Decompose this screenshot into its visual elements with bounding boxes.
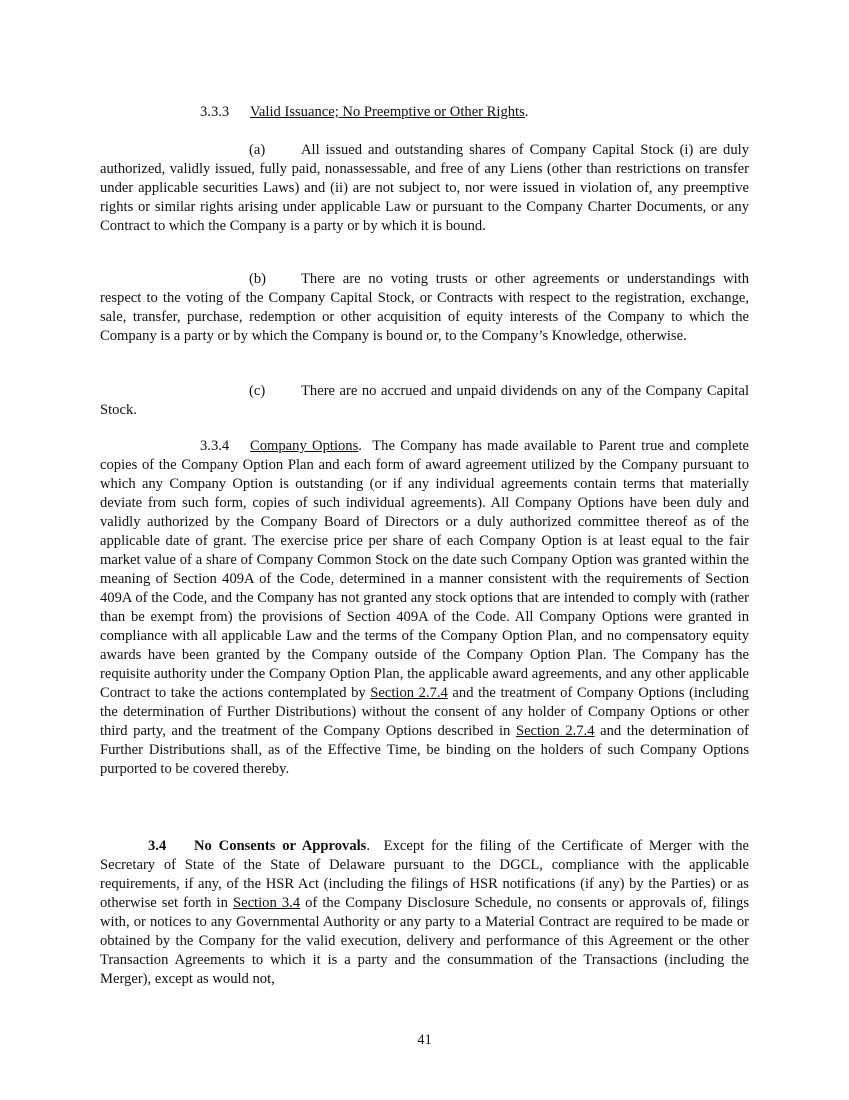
paragraph-text: There are no voting trusts or other agreements or understandings with respect to the voting of the Company Capital Stock, or Contracts with respect to the registration, exchange, sale, transfer, purchase, redemption or other acquisition of equity interests of the Company to which the Company is a party or by which the Company is bound or, to the Company’s Knowledge, otherwise. [100,271,749,344]
section-title: No Consents or Approvals [194,838,367,854]
paragraph-b [100,270,749,346]
section-text: and the determination of Further Distributions shall, as of the Effective Time, be binding on the holders of such Company Options purported to be covered thereby. [100,723,749,777]
section-text: Except for the filing of the Certificate of Merger with the Secretary of State of the State of Delaware pursuant to the DGCL, compliance with the applicable requirements, if any, of the HSR Act (including the filings of HSR notifications (if any) by the Parties) or as otherwise set forth in [100,838,749,911]
paragraph-label: (c) [249,383,266,399]
paragraph-a [100,141,749,236]
section-title: Valid Issuance; No Preemptive or Other Rights [250,104,525,120]
paragraph-label: (a) [249,142,266,158]
section-text: of the Company Disclosure Schedule, no consents or approvals of, filings with, or notices to any Governmental Authority or any party to a Material Contract are required to be made or obtained by the Company for the valid execution, delivery and performance of this Agreement or the other Transaction Agreements to which it is a party and the consummation of the Transactions (including the Merger), except as would not, [100,895,749,987]
section-3-4: 3.4 No Consents or Approvals. Except for the filing of the Certificate of Merger with the Secretary of State of the State of Delaware pursuant to the DGCL, compliance with the applicable requirements, if any, of the HSR Act (including the filings of HSR notifications (if any) by the Parties) or as otherwise set forth in Section 3.4 of the Company Disclosure Schedule, no consents or approvals of, filings with, or notices to any Governmental Authority or any party to a Material Contract are required to be made or obtained by the Company for the valid execution, delivery and performance of this Agreement or the other Transaction Agreements to which it is a party and the consummation of the Transactions (including the Merger), except as would not, [100,838,749,987]
section-number: 3.3.3 [200,104,230,120]
cross-reference-link[interactable]: Section 3.4 [232,895,301,911]
section-number: 3.3.4 [200,438,230,454]
cross-reference-link[interactable]: Section 2.7.4 [370,685,448,701]
section-number: 3.4 [148,838,167,854]
section-3-3-4: 3.3.4 Company Options. The Company has made available to Parent true and complete copies of the Company Option Plan and each form of award agreement utilized by the Company pursuant to which any Company Option is outstanding (or if any individual agreements contain terms that materially deviate from such form, copies of such individual agreements). All Company Options have been duly and validly authorized by the Company Board of Directors or a duly authorized committee thereof as of the applicable date of grant. The exercise price per share of each Company Option is at least equal to the fair market value of a share of Company Common Stock on the date such Company Option was granted within the meaning of Section 409A of the Code, determined in a manner consistent with the requirements of Section 409A of the Code, and the Company has not granted any stock options that are intended to comply with (rather than be exempt from) the provisions of Section 409A of the Code. All Company Options were granted in compliance with all applicable Law and the terms of the Company Option Plan, and no compensatory equity awards have been granted by the Company outside of the Company Option Plan. The Company has the requisite authority under the Company Option Plan, the applicable award agreements, and any other applicable Contract to take the actions contemplated by Section 2.7.4 and the treatment of Company Options (including the determination of Further Distributions) without the consent of any holder of Company Options or other third party, and the treatment of the Company Options described in Section 2.7.4 and the determination of Further Distributions shall, as of the Effective Time, be binding on the holders of such Company Options purported to be covered thereby. [100,438,749,777]
section-text: and the treatment of Company Options (including the determination of Further Distributions) without the consent of any holder of Company Options or other third party, and the treatment of the Company Options described in [100,685,749,739]
paragraph-c [100,382,749,420]
page-number: 41 [417,1032,432,1048]
section-title: Company Options [250,438,359,454]
cross-reference-link[interactable]: Section 2.7.4 [515,723,595,739]
paragraph-text: All issued and outstanding shares of Company Capital Stock (i) are duly authorized, validly issued, fully paid, nonassessable, and free of any Liens (other than restrictions on transfer under applicable securities Laws) and (ii) are not subject to, nor were issued in violation of, any preemptive rights or similar rights arising under applicable Law or pursuant to the Company Charter Documents, or any Contract to which the Company is a party or by which it is bound. [100,142,749,234]
section-3-3-3-heading: 3.3.3 Valid Issuance; No Preemptive or Other Rights. [200,104,529,120]
paragraph-text: There are no accrued and unpaid dividends on any of the Company Capital Stock. [100,383,749,418]
section-text: The Company has made available to Parent true and complete copies of the Company Option Plan and each form of award agreement utilized by the Company pursuant to which any Company Option is outstanding (or if any individual agreements contain terms that materially deviate from such form, copies of such individual agreements). All Company Options have been duly and validly authorized by the Company Board of Directors or a duly authorized committee thereof as of the applicable date of grant. The exercise price per share of each Company Option is at least equal to the fair market value of a share of Company Common Stock on the date such Company Option was granted within the meaning of Section 409A of the Code, determined in a manner consistent with the requirements of Section 409A of the Code, and the Company has not granted any stock options that are intended to comply with (rather than be exempt from) the provisions of Section 409A of the Code. All Company Options were granted in compliance with all applicable Law and the terms of the Company Option Plan, and no compensatory equity awards have been granted by the Company outside of the Company Option Plan. The Company has the requisite authority under the Company Option Plan, the applicable award agreements, and any other applicable Contract to take the actions contemplated by [100,438,749,701]
paragraph-label: (b) [249,271,267,287]
